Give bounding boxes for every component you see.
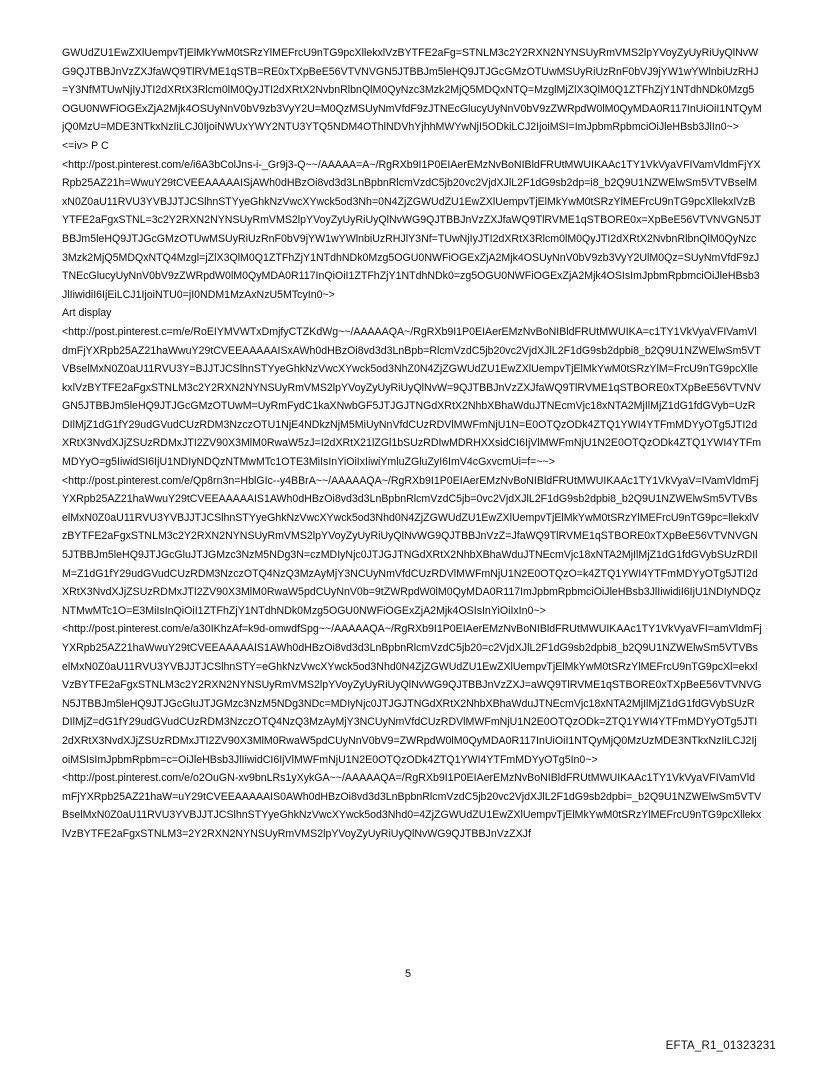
text-block: <http://post.pinterest.com/e/i6A3bColJns-i-_Gr9j3-Q~~/AAAAA=A~/RgRXb9I1P0EIAerEMzNvBoNIBldFRUtMWUIKAAc1TY1VkVyaVFIVamVldmFjYXRpb25AZ21h=WwuY29tCVEEAAAAAISjAWh0dHBzOi8vd3d3LnBpbnRlcmVzdC5jb20vc2VjdXJlL2F1dG9sb2dp=i8_b2Q9U1NZWElwSm5VTVBselMxN0Z0aU11RVU3YVBJJTJCSlhnSTYyeGhkNzVwcXYwck5od3Nh=0N4ZjZGWUdZU1EwZXlUempvTjElMkYwM0tSRzYlMEFrcU9nTG9pcXllekxlVzBYTFE2aFgxSTNL=3c2Y2RXN2NYNSUyRmVMS2lpYVoyZyUyRiUyQlNvWG9QJTBBJnVzZXJfaWQ9TlRVME1qSTBORE0x=XpBeE56VTVNVGN5JTBBJm5leHQ9JTJGcGMzOTUwMSUyRiUzRnF0bV9jYW1wYWlnbiUzRHJlY3Nf=TUwNjIyJTI2dXRtX3Rlcm0lM0QyJTI2dXRtX2NvbnRlbnQlM0QyNzc3Mzk2MjQ5MDQxNTQ4Mzgl=jZlX3QlM0Q1ZTFhZjY1NTdhNDk0Mzg5OGU0NWFiOGExZjA2Mjk4OSUyNnV0bV9zb3VyY2UlM0Qz=SUyNmVfdF9zJTNEcGlucyUyNnV0bV9zZWRpdW0lM0QyMDA0R117InQiOiI1ZTFhZjY1NTdhNDk0=zg5OGU0NWFiOGExZjA2Mjk4OSIsImJpbmRpbmciOiJleHBsb3JlIiwidiI6IjEiLCJ1IjoiNTU0=jI0NDM1MzAxNzU5MTcyIn0~> [62,158,762,301]
text-block: <http://post.pinterest.com/e/Qp8rn3n=HblGIc--y4BBrA~~/AAAAAQA~/RgRXb9I1P0EIAerEMzNvBoNIBldFRUtMWUIKAAc1TY1VkVyaV=IVamVldmFjYXRpb25AZ21haWwuY29tCVEEAAAAAIS1AWh0dHBzOi8vd3d3LnBpbnRlcmVzdC5jb=0vc2VjdXJlL2F1dG9sb2dpbi8_b2Q9U1NZWElwSm5VTVBselMxN0Z0aU11RVU3YVBJJTJCSlhnSTYyeGhkNzVwcXYwck5od3Nhd0N4ZjZGWUdZU1EwZXlUempvTjElMkYwM0tSRzYlMEFrcU9nTG9pc=llekxlVzBYTFE2aFgxSTNLM3c2Y2RXN2NYNSUyRmVMS2lpYVoyZyUyRiUyQlNvWG9QJTBBJnVzZ=JfaWQ9TlRVME1qSTBORE0xTXpBeE56VTVNVGN5JTBBJm5leHQ9JTJGcGluJTJGMzc3NzM5NDg3N=czMDIyNjc0JTJGJTNGdXRtX2NhbXBhaWduJTNEcmVjc18xNTA2MjIlMjZ1dG1fdGVybSUzRDIlM=Z1dG1fY29udGVudCUzRDM3NzczOTQ4NzQ3MzAyMjY3NCUyNmVfdCUzRDVlMWFmNjU1N2E0OTQzO=k4ZTQ1YWI4YTFmMDYyOTg5JTI2dXRtX3NvdXJjZSUzRDMxJTI2ZV90X3MlM0RwaW5pdCUyNnV0b=9tZWRpdW0lM0QyMDA0R117ImJpbmRpbmciOiJleHBsb3JlIiwidiI6IjU1NDIyNDQzNTMwMTc1O=E3MiIsInQiOiI1ZTFhZjY1NTdhNDk0Mzg5OGU0NWFiOGExZjA2Mjk4OSIsInYiOiIxIn0~> [62,474,761,617]
text-block: <=iv> P C [62,139,109,152]
text-block: <http://post.pinterest.com/e/o2OuGN-xv9bnLRs1yXykGA~~/AAAAAQA=/RgRXb9I1P0EIAerEMzNvBoNIBldFRUtMWUIKAAc1TY1VkVyaVFIVamVldmFjYXRpb25AZ21haW=uY29tCVEEAAAAAIS0AWh0dHBzOi8vd3d3LnBpbnRlcmVzdC5jb20vc2VjdXJlL2F1dG9sb2dpbi=_b2Q9U1NZWElwSm5VTVBselMxN0Z0aU11RVU3YVBJJTJCSlhnSTYyeGhkNzVwcXYwck5od3Nhd0=4ZjZGWUdZU1EwZXlUempvTjElMkYwM0tSRzYlMEFrcU9nTG9pcXllekxlVzBYTFE2aFgxSTNLM3=2Y2RXN2NYNSUyRmVMS2lpYVoyZyUyRiUyQlNvWG9QJTBBJnVzZXJf [62,772,762,840]
page-number: 5 [404,968,412,980]
bates-number: EFTA_R1_01323231 [665,1040,776,1052]
text-block: <http://post.pinterest.com/e/a30IKhzAf=k9d-omwdfSpg~~/AAAAAQA~/RgRXb9I1P0EIAerEMzNvBoNIBldFRUtMWUIKAAc1TY1VkVyaVFI=amVldmFjYXRpb25AZ21haWwuY29tCVEEAAAAAIS1AWh0dHBzOi8vd3d3LnBpbnRlcmVzdC5jb20=c2VjdXJlL2F1dG9sb2dpbi8_b2Q9U1NZWElwSm5VTVBselMxN0Z0aU11RVU3YVBJJTJCSlhnSTY=eGhkNzVwcXYwck5od3Nhd0N4ZjZGWUdZU1EwZXlUempvTjElMkYwM0tSRzYlMEFrcU9nTG9pcXl=ekxlVzBYTFE2aFgxSTNLM3c2Y2RXN2NYNSUyRmVMS2lpYVoyZyUyRiUyQlNvWG9QJTBBJnVzZXJ=aWQ9TlRVME1qSTBORE0xTXpBeE56VTVNVGN5JTBBJm5leHQ9JTJGcGluJTJGMzc3NzM5NDg3NDc=MDIyNjc0JTJGJTNGdXRtX2NhbXBhaWduJTNEcmVjc18xNTA2MjIlMjZ1dG1fdGVybSUzRDIlMjZ=dG1fY29udGVudCUzRDM3NzczOTQ4NzQ3MzAyMjY3NCUyNmVfdCUzRDVlMWFmNjU1N2E0OTQzODk=ZTQ1YWI4YTFmMDYyOTg5JTI2dXRtX3NvdXJjZSUzRDMxJTI2ZV90X3MlM0RwaW5pdCUyNnV0bV9=ZWRpdW0lM0QyMDA0R117InUiOiI1NTQyMjQ0MzUzMDE3NTkxNzIiLCJ2IjoiMSIsImJpbmRpbm=c=OiJleHBsb3JlIiwidCI6IjVlMWFmNjU1N2E0OTQzODk4ZTQ1YWI4YTFmMDYyOTg5In0~> [62,623,762,766]
text-block: <http://post.pinterest.c=m/e/RoEIYMVWTxDmjfyCTZKdWg~~/AAAAAQA~/RgRXb9I1P0EIAerEMzNvBoNIBldFRUtMWUIKA=c1TY1VkVyaVFIVamVldmFjYXRpb25AZ21haWwuY29tCVEEAAAAAISxAWh0dHBzOi8vd3d3LnBpb=RlcmVzdC5jb20vc2VjdXJlL2F1dG9sb2dpbi8_b2Q9U1NZWElwSm5VTVBselMxN0Z0aU11RVU3Y=BJJTJCSlhnSTYyeGhkNzVwcXYwck5od3NhZ0N4ZjZGWUdZU1EwZXlUempvTjElMkYwM0tSRzYlM=FrcU9nTG9pcXllekxlVzBYTFE2aFgxSTNLM3c2Y2RXN2NYNSUyRmVMS2lpYVoyZyUyRiUyQlNvW=9QJTBBJnVzZXJfaWQ9TlRVME1qSTBORE0xTXpBeE56VTVNVGN5JTBBJm5leHQ9JTJGcGMzOTUwM=UyRmFydC1kaXNwbGF5JTJGJTNGdXRtX2NhbXBhaWduJTNEcmVjc18xNTA2MjIlMjZ1dG1fdGVyb=UzRDIlMjZ1dG1fY29udGVudCUzRDM3NzczOTU1NjE4NDkzNjM5MiUyNnVfdCUzRDVlMWFmNjU1N=E0OTQzODk4ZTQ1YWI4YTFmMDYyOTg5JTI2dXRtX3NvdXJjZSUzRDMxJTI2ZV90X3MlM0RwaW5zJ=I2dXRtX21lZGl1bSUzRDIwMDRHXXsidCI6IjVlMWFmNjU1N2E0OTQzODk4ZTQ1YWI4YTFmMDYyO=g5IiwidSI6IjU1NDIyNDQzNTMwMTc1OTE3MiIsInYiOiIxIiwiYmluZGluZyI6ImV4cGxvcmUi=f=~~> [62,325,762,469]
text-block: GWUdZU1EwZXlUempvTjElMkYwM0tSRzYlMEFrcU9nTG9pcXllekxlVzBYTFE2aFg=STNLM3c2Y2RXN2NYNSUyRmVMS2lpYVoyZyUyRiUyQlNvWG9QJTBBJnVzZXJfaWQ9TlRVME1qSTB=RE0xTXpBeE56VTVNVGN5JTBBJm5leHQ9JTJGcGMzOTUwMSUyRiUzRnF0bVJ9jYW1wYWlnbiUzRHJ=Y3NfMTUwNjIyJTI2dXRtX3Rlcm0lM0QyJTI2dXRtX2NvbnRlbnQlM0QyNzc3Mzk2MjQ5MDQxNTQ=MzglMjZlX3QlM0Q1ZTFhZjY1NTdhNDk0Mzg5OGU0NWFiOGExZjA2Mjk4OSUyNnV0bV9zb3VyY2U=M0QzMSUyNmVfdF9zJTNEcGlucyUyNnV0bV9zZWRpdW0lM0QyMDA0R117InUiOiI1NTQyMjQ0MzU=MDE3NTkxNzIiLCJ0IjoiNWUxYWY2NTU3YTQ5NDM4OThlNDVhYjhhMWYwNjI5ODkiLCJ2IjoiMSI=ImJpbmRpbmciOiJleHBsb3JlIn0~> [62,47,762,134]
section-label: Art display [62,307,112,320]
document-body [62,44,762,844]
